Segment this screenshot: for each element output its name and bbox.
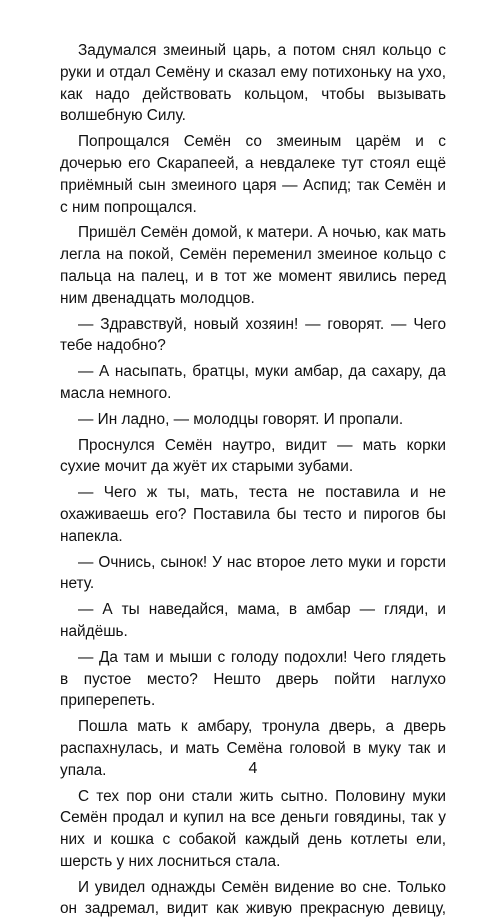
paragraph: Проснулся Семён наутро, видит — мать корки сухие мочит да жуёт их старыми зубами. [60,436,446,476]
paragraph: — А насыпать, братцы, муки амбар, да сахару, да масла немного. [60,363,446,402]
paragraph: — Ин ладно, — молодцы говорят. И пропали. [78,410,404,428]
paragraph: — А ты наведайся, мама, в амбар — гляди, и найдёшь. [60,601,446,640]
paragraph: Пошла мать к амбару, тронула дверь, а дверь распахнулась, и мать Семёна головой в муку так и упала. [60,718,446,779]
paragraph: Пришёл Семён домой, к матери. А ночью, как мать легла на покой, Семён переменил змеиное кольцо с пальца на палец, и в тот же момент явились перед ним двенадцать молодцов. [60,224,446,307]
page-number: 4 [248,760,258,777]
paragraph: И увидел однажды Семён видение во сне. Только он задремал, видит как живую прекрасную девицу, [60,878,446,918]
paragraph: — Чего ж ты, мать, теста не поставила и не охаживаешь его? Поставила бы тесто и пирогов бы напекла. [60,484,446,545]
paragraph: С тех пор они стали жить сытно. Половину муки Семён продал и купил на все деньги говядины, так у них и кошка с собакой каждый день котлеты ели, шерсть у них лосниться стала. [60,787,446,870]
paragraph: — Да там и мыши с голоду подохли! Чего глядеть в пустое место? Нешто дверь пойти наглухо приперепеть. [60,648,446,710]
paragraph: — Здравствуй, новый хозяин! — говорят. — Чего тебе надобно? [60,315,446,355]
paragraph: — Очнись, сынок! У нас второе лето муки и горсти нету. [60,553,446,593]
book-page [60,40,446,918]
paragraph: Попрощался Семён со змеиным царём и с дочерью его Скарапеей, а невдалеке тут стоял ещё приёмный сын змеиного царя — Аспид; так Семён и с ним попрощался. [60,133,446,216]
paragraph: Задумался змеиный царь, а потом снял кольцо с руки и отдал Семёну и сказал ему потихоньку на ухо, как надо действовать кольцом, чтобы вызывать волшебную Силу. [60,42,446,125]
body-text [60,40,446,920]
